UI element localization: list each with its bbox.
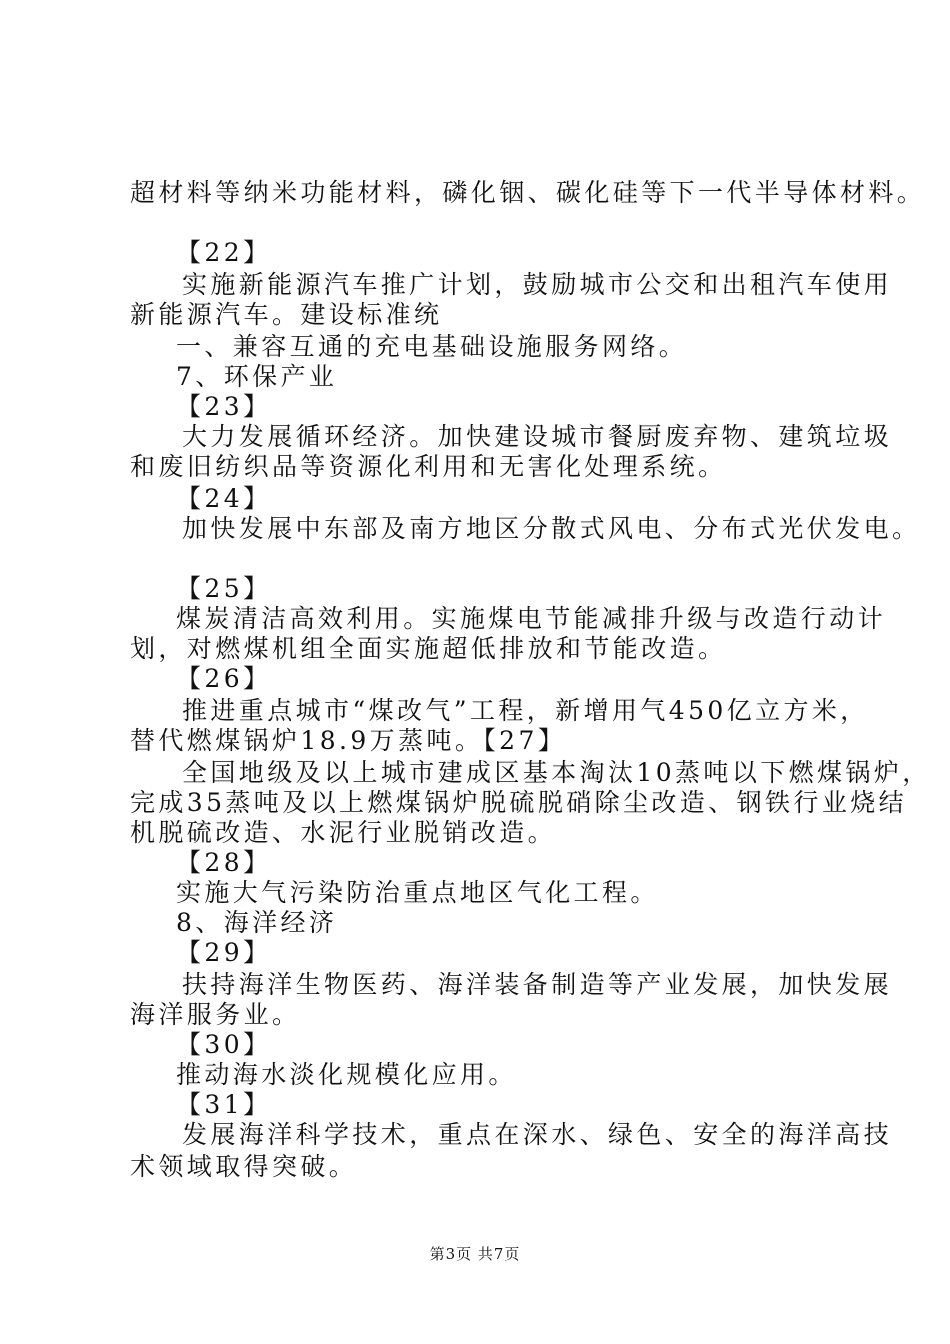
text-line: 实施大气污染防治重点地区气化工程。 — [176, 878, 659, 907]
section-marker: 【23】 — [176, 392, 272, 421]
text-line: 一、兼容互通的充电基础设施服务网络。 — [176, 332, 688, 361]
text-line: 超材料等纳米功能材料，磷化铟、碳化硅等下一代半导体材料。 — [130, 178, 926, 207]
text-line: 划，对燃煤机组全面实施超低排放和节能改造。 — [130, 634, 727, 663]
section-marker: 【28】 — [176, 848, 272, 877]
section-marker: 【24】 — [176, 484, 272, 513]
text-line: 和废旧纺织品等资源化利用和无害化处理系统。 — [130, 452, 727, 481]
text-line: 机脱硫改造、水泥行业脱销改造。 — [130, 818, 557, 847]
page-footer: 第3页 共7页 — [429, 1245, 521, 1263]
section-marker: 【31】 — [176, 1090, 272, 1119]
section-marker: 【22】 — [176, 238, 272, 267]
text-line: 全国地级及以上城市建成区基本淘汰10蒸吨以下燃煤锅炉， — [182, 758, 931, 787]
text-line: 术领域取得突破。 — [130, 1152, 358, 1181]
text-line: 加快发展中东部及南方地区分散式风电、分布式光伏发电。 — [182, 514, 921, 543]
text-line: 替代燃煤锅炉18.9万蒸吨。【27】 — [130, 726, 567, 755]
text-line: 发展海洋科学技术，重点在深水、绿色、安全的海洋高技 — [182, 1120, 893, 1149]
section-heading: 8、海洋经济 — [176, 908, 338, 937]
section-marker: 【30】 — [176, 1030, 272, 1059]
section-marker: 【29】 — [176, 938, 272, 967]
text-line: 推进重点城市“煤改气”工程，新增用气450亿立方米， — [182, 696, 869, 725]
text-line: 大力发展循环经济。加快建设城市餐厨废弃物、建筑垃圾 — [182, 422, 893, 451]
section-marker: 【26】 — [176, 664, 272, 693]
text-line: 海洋服务业。 — [130, 1000, 301, 1029]
text-line: 扶持海洋生物医药、海洋装备制造等产业发展，加快发展 — [182, 970, 893, 999]
text-line: 实施新能源汽车推广计划，鼓励城市公交和出租汽车使用 — [182, 270, 893, 299]
section-marker: 【25】 — [176, 574, 272, 603]
section-heading: 7、环保产业 — [176, 362, 338, 391]
text-line: 新能源汽车。建设标准统 — [130, 300, 443, 329]
text-line: 推动海水淡化规模化应用。 — [176, 1060, 517, 1089]
text-line: 煤炭清洁高效利用。实施煤电节能减排升级与改造行动计 — [176, 604, 887, 633]
text-line: 完成35蒸吨及以上燃煤锅炉脱硫脱硝除尘改造、钢铁行业烧结 — [130, 788, 908, 817]
